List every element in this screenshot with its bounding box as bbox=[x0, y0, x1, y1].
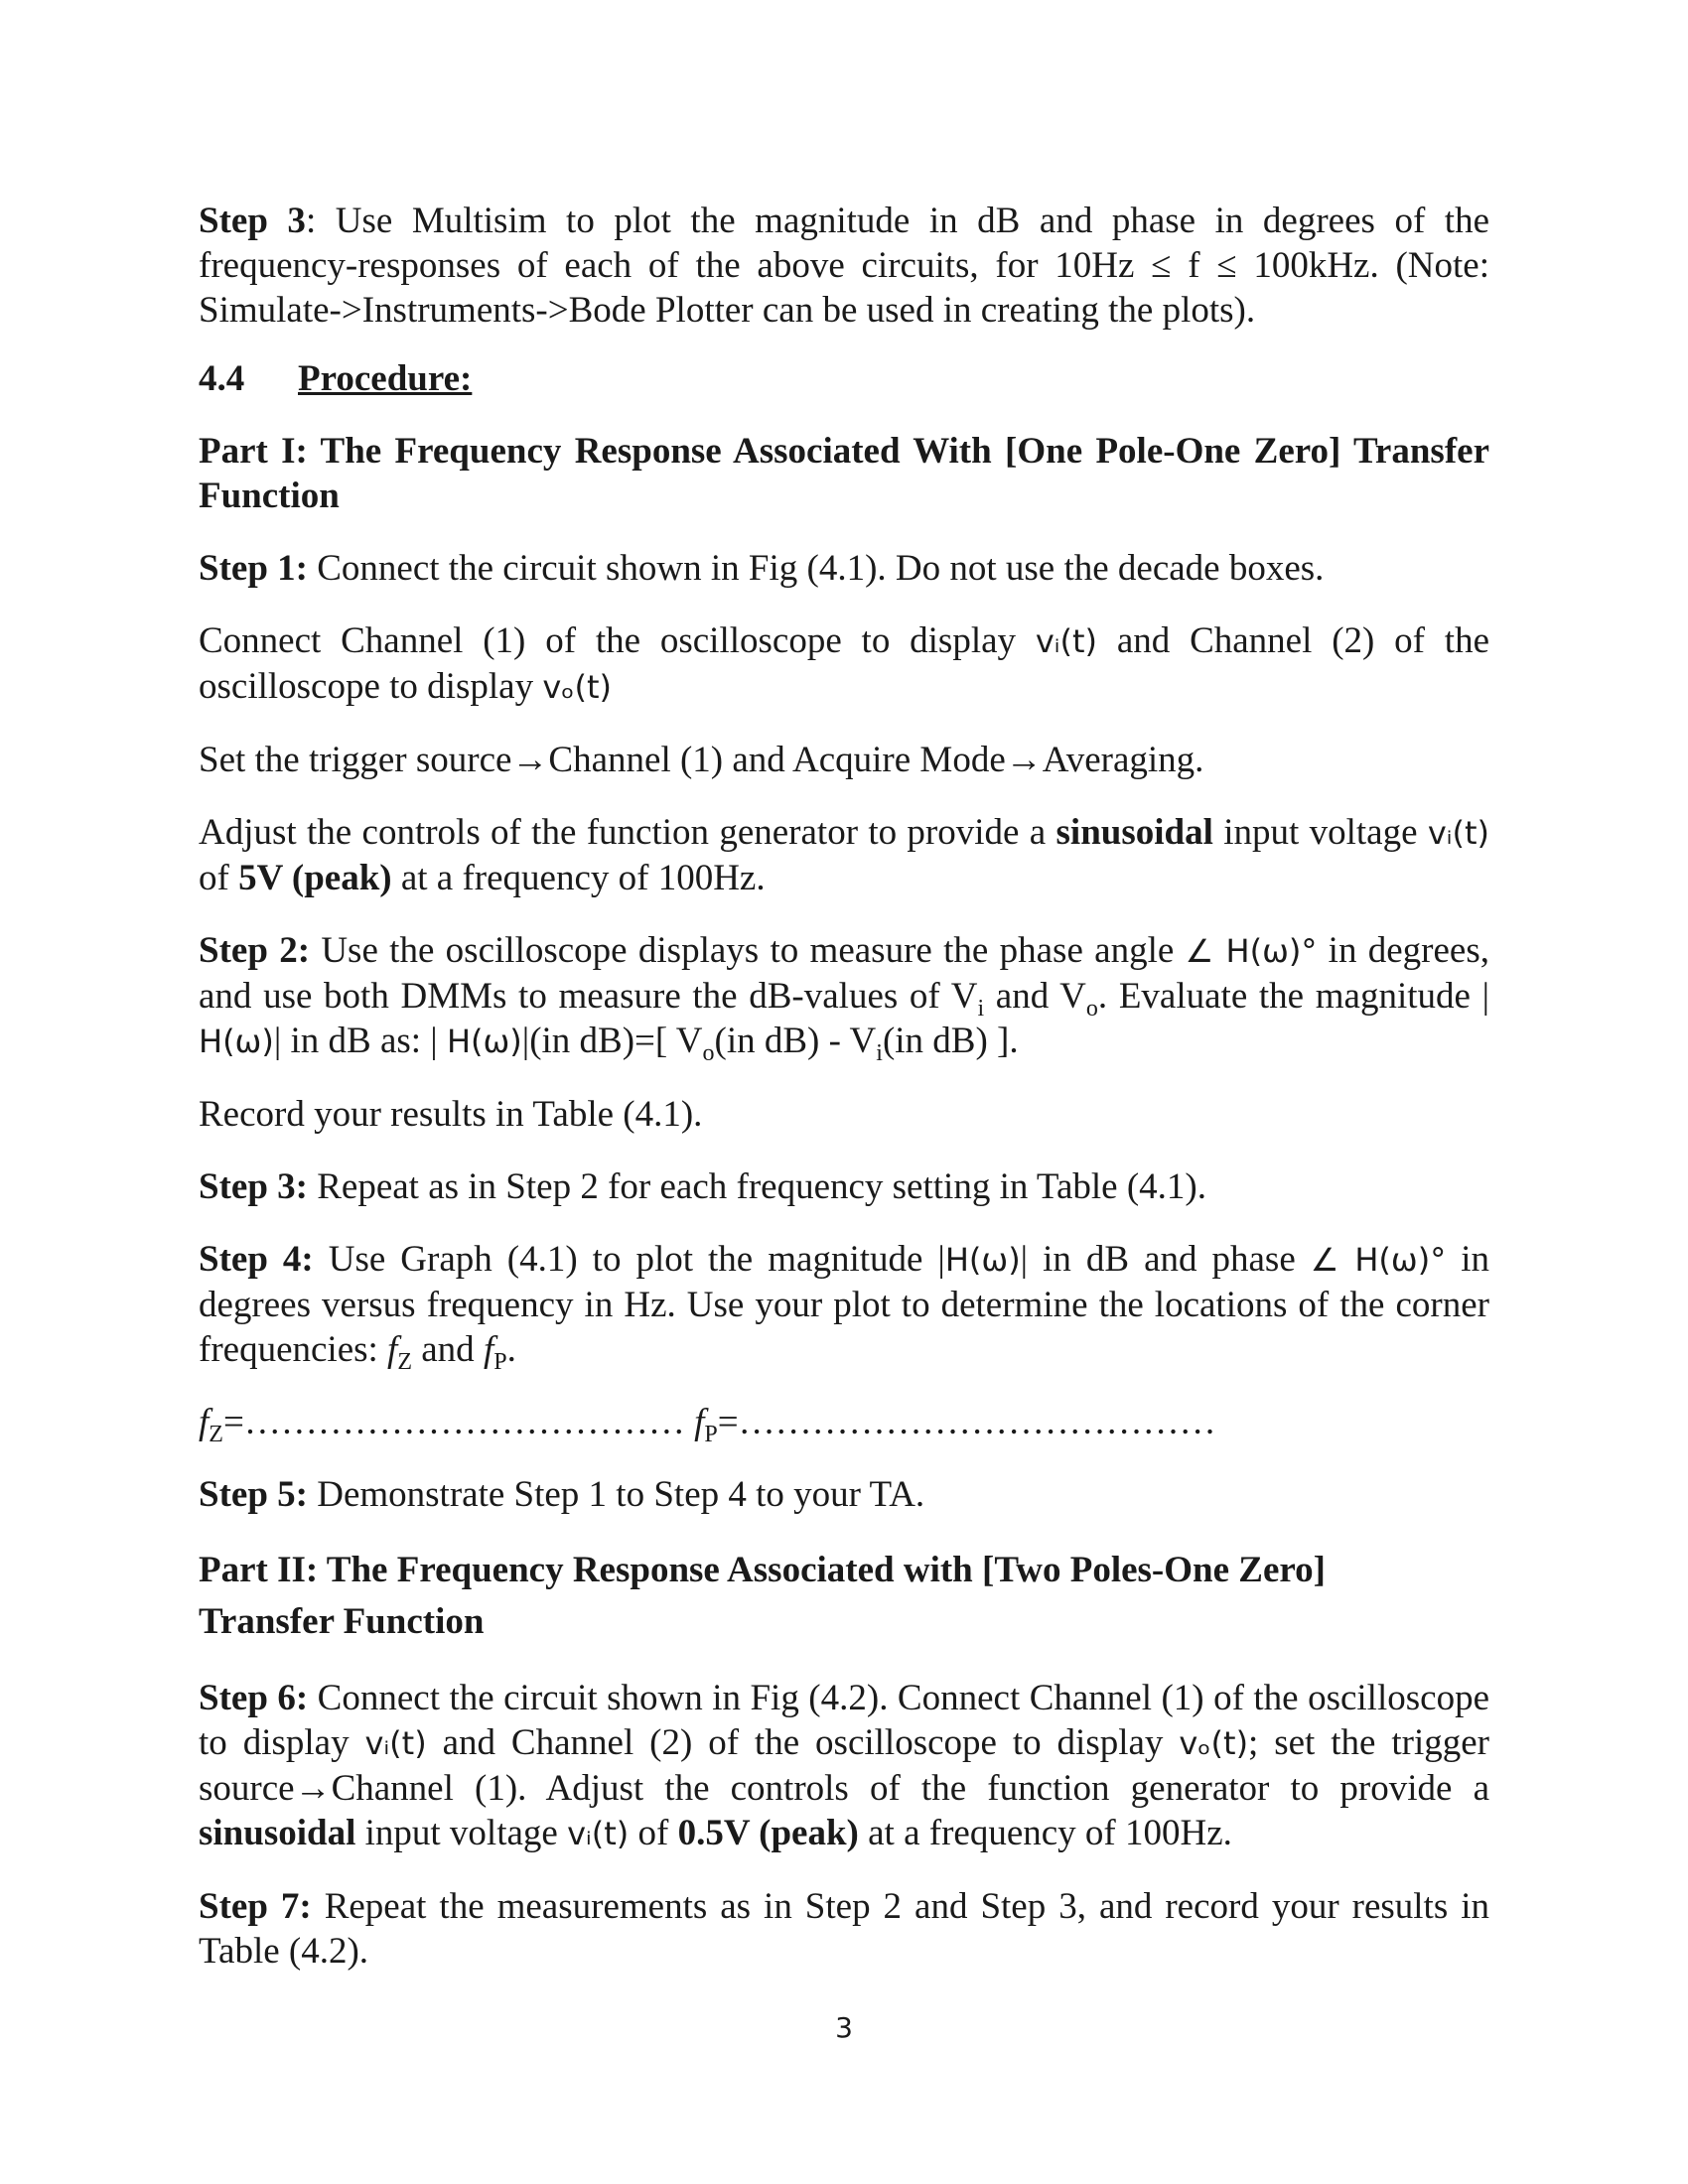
record-results: Record your results in Table (4.1). bbox=[199, 1094, 703, 1135]
part1-step1: Step 1: Connect the circuit shown in Fig (4.1). Do not use the decade boxes. bbox=[199, 548, 1325, 589]
part1-step4: Step 4: Use Graph (4.1) to plot the magnitude |H(ω)| in dB and phase ∠ H(ω)° in degrees versus frequency in Hz. Use your plot to determine the locations of the corner frequencies: $f_Z$ and $f_P$. bbox=[199, 1239, 1489, 1375]
sim-step-3: Step 3: Use Multisim to plot the magnitude in dB and phase in degrees of the frequency-responses of each of the above circuits, for 10Hz ≤ f ≤ 100kHz. (Note: Simulate->Instruments->Bode Plotter can be used in creating the plots). bbox=[199, 201, 1489, 331]
corner-frequency-blanks: $f_Z=\dots\dots\dots\dots\dots\dots\dots\dots\dots\dots\dots\dots$ $f_P=\dots\dots\dots\dots\dots\dots\dots\dots\dots\dots\dots\dots\dots$ bbox=[199, 1402, 1216, 1447]
part1-heading: Part I: The Frequency Response Associated With [One Pole-One Zero] Transfer Function bbox=[199, 431, 1489, 516]
part2-step7: Step 7: Repeat the measurements as in Step 2 and Step 3, and record your results in Table (4.2). bbox=[199, 1886, 1489, 1972]
adjust-generator: Adjust the controls of the function generator to provide a sinusoidal input voltage vᵢ(t) of 5V (peak) at a frequency of 100Hz. bbox=[199, 812, 1490, 898]
section-heading: 4.4 Procedure: bbox=[199, 358, 473, 399]
connect-channels: Connect Channel (1) of the oscilloscope to display vᵢ(t) and Channel (2) of the oscilloscope to display vₒ(t) bbox=[199, 620, 1489, 707]
part1-step3: Step 3: Repeat as in Step 2 for each frequency setting in Table (4.1). bbox=[199, 1166, 1206, 1207]
part2-step6: Step 6: Connect the circuit shown in Fig (4.2). Connect Channel (1) of the oscilloscope to display vᵢ(t) and Channel (2) of the oscilloscope to display vₒ(t); set the trigger source→Channel (1). Adjust the controls of the function generator to provide a sinusoidal input voltage vᵢ(t) of 0.5V (peak) at a frequency of 100Hz. bbox=[199, 1678, 1489, 1853]
page-number: 3 bbox=[835, 2011, 853, 2044]
page-content bbox=[199, 199, 1489, 1974]
part1-step5: Step 5: Demonstrate Step 1 to Step 4 to your TA. bbox=[199, 1474, 925, 1515]
trigger-settings: Set the trigger source→Channel (1) and Acquire Mode→Averaging. bbox=[199, 740, 1204, 780]
part2-heading: Part II: The Frequency Response Associated with [Two Poles-One Zero] Transfer Function bbox=[199, 1550, 1326, 1642]
part1-step2: Step 2: Use the oscilloscope displays to measure the phase angle ∠ H(ω)° in degrees, and use both DMMs to measure the dB-values of $V_i$ and $V_o$. Evaluate the magnitude | H(ω)| in dB as: | H(ω)|(in dB)=[ $V_o(in$ $dB) - V_i(in$ dB) ]. bbox=[199, 930, 1489, 1066]
